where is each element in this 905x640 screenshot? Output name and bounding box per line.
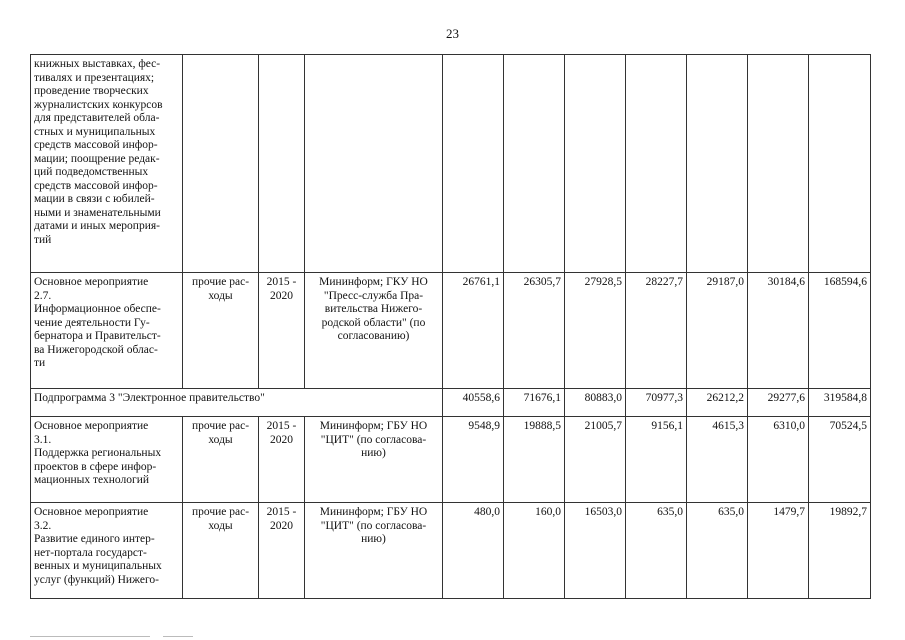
activity-name-line: книжных выставках, фес- (34, 58, 161, 70)
activity-name-line: 3.1. (34, 433, 52, 446)
implementation-period-line: 2015 - (266, 276, 297, 288)
year-value: 27928,5 (565, 273, 626, 389)
year-value: 26305,7 (504, 273, 565, 389)
activity-name (31, 273, 183, 389)
year-value: 30184,6 (748, 273, 809, 389)
year-value: 635,0 (626, 503, 687, 599)
executor-line: нию) (361, 447, 386, 459)
year-value: 29277,6 (748, 389, 809, 417)
activity-name (31, 503, 183, 599)
year-value: 635,0 (687, 503, 748, 599)
year-value: 71676,1 (504, 389, 565, 417)
year-value: 4615,3 (687, 417, 748, 503)
activity-name (31, 55, 183, 273)
activity-name-line: 3.2. (34, 519, 52, 532)
activity-name-line: венных и муниципальных (34, 560, 162, 572)
activity-name-line: Информационное обеспе- (34, 303, 161, 315)
year-value (748, 55, 809, 273)
executor-line: Мининформ; ГКУ НО (319, 276, 428, 288)
executor-line: "Пресс-служба Пра- (323, 289, 424, 302)
year-value: 80883,0 (565, 389, 626, 417)
executor (305, 273, 443, 389)
implementation-period-line: 2020 (270, 289, 293, 302)
funding-source-line: прочие рас- (191, 506, 250, 518)
year-value: 160,0 (504, 503, 565, 599)
activity-name-line: Основное мероприятие (34, 276, 149, 288)
executor-line: Мининформ; ГБУ НО (319, 420, 428, 432)
funding-source-line: ходы (208, 433, 233, 446)
executor-line: "ЦИТ" (по согласова- (320, 433, 427, 446)
implementation-period (259, 273, 305, 389)
activity-name (31, 417, 183, 503)
year-value: 9156,1 (626, 417, 687, 503)
funding-source-line: прочие рас- (191, 276, 250, 288)
year-value: 26761,1 (443, 273, 504, 389)
activity-name-line: Поддержка региональных (34, 447, 162, 459)
activity-name-line: бернатора и Правительст- (34, 330, 161, 342)
year-value: 28227,7 (626, 273, 687, 389)
executor-line: вительства Нижего- (324, 303, 423, 315)
activity-name-line: Основное мероприятие (34, 506, 149, 518)
table-row (31, 417, 871, 503)
activity-name-line: ва Нижегородской облас- (34, 343, 158, 356)
activity-name-line: для представителей обла- (34, 112, 160, 124)
activity-name-line: средств массовой инфор- (34, 139, 158, 151)
funding-source-line: прочие рас- (191, 420, 250, 432)
total-value: 19892,7 (809, 503, 871, 599)
year-value: 1479,7 (748, 503, 809, 599)
year-value (626, 55, 687, 273)
implementation-period-line: 2020 (270, 433, 293, 446)
table-row (31, 503, 871, 599)
executor (305, 55, 443, 273)
activity-name-line: тий (34, 233, 52, 246)
activity-name-line: средств массовой инфор- (34, 179, 158, 192)
footer-line (163, 636, 193, 637)
year-value: 480,0 (443, 503, 504, 599)
activity-name-line: 2.7. (34, 289, 52, 302)
funding-source-line: ходы (208, 519, 233, 532)
year-value (687, 55, 748, 273)
year-value: 9548,9 (443, 417, 504, 503)
funding-source-line: ходы (208, 289, 233, 302)
year-value: 16503,0 (565, 503, 626, 599)
executor-line: "ЦИТ" (по согласова- (320, 519, 427, 532)
year-value: 29187,0 (687, 273, 748, 389)
funding-source (183, 417, 259, 503)
funding-source (183, 503, 259, 599)
subprogram-title: Подпрограмма 3 "Электронное правительство" (31, 389, 443, 417)
activity-name-line: стных и муниципальных (34, 125, 156, 138)
total-value: 70524,5 (809, 417, 871, 503)
subprogram-row (31, 389, 871, 417)
table-row (31, 55, 871, 273)
activity-name-line: проведение творческих (34, 85, 149, 97)
year-value (504, 55, 565, 273)
activity-name-line: ций подведомственных (34, 166, 149, 178)
activity-name-line: нет-портала государст- (34, 546, 147, 559)
executor-line: родской области" (по (321, 316, 426, 329)
footer-line (30, 636, 150, 637)
table-row (31, 273, 871, 389)
page-number: 23 (446, 26, 459, 41)
activity-name-line: ти (34, 357, 46, 369)
activity-name-line: чение деятельности Гу- (34, 316, 150, 329)
year-value: 26212,2 (687, 389, 748, 417)
implementation-period (259, 503, 305, 599)
activity-name-line: проектов в сфере инфор- (34, 460, 157, 473)
activity-name-line: мационных технологий (34, 474, 150, 486)
implementation-period (259, 417, 305, 503)
year-value: 70977,3 (626, 389, 687, 417)
activity-name-line: датами и иных мероприя- (34, 220, 160, 232)
activity-name-line: мации в связи с юбилей- (34, 193, 155, 205)
executor-line: согласованию) (337, 330, 410, 342)
activity-name-line: Основное мероприятие (34, 420, 149, 432)
year-value (443, 55, 504, 273)
executor (305, 417, 443, 503)
executor-line: нию) (361, 533, 386, 545)
year-value: 40558,6 (443, 389, 504, 417)
implementation-period-line: 2020 (270, 519, 293, 532)
activity-name-line: услуг (функций) Нижего- (34, 573, 159, 586)
total-value: 168594,6 (809, 273, 871, 389)
funding-source (183, 55, 259, 273)
funding-source (183, 273, 259, 389)
total-value (809, 55, 871, 273)
implementation-period-line: 2015 - (266, 420, 297, 432)
total-value: 319584,8 (809, 389, 871, 417)
year-value: 6310,0 (748, 417, 809, 503)
activity-name-line: мации; поощрение редак- (34, 152, 160, 165)
activity-name-line: ными и знаменательными (34, 206, 161, 219)
activity-name-line: тивалях и презентациях; (34, 71, 155, 84)
executor-line: Мининформ; ГБУ НО (319, 506, 428, 518)
activity-name-line: Развитие единого интер- (34, 533, 155, 545)
implementation-period (259, 55, 305, 273)
implementation-period-line: 2015 - (266, 506, 297, 518)
budget-table (30, 54, 871, 599)
executor (305, 503, 443, 599)
year-value (565, 55, 626, 273)
year-value: 21005,7 (565, 417, 626, 503)
activity-name-line: журналистских конкурсов (34, 98, 163, 111)
year-value: 19888,5 (504, 417, 565, 503)
